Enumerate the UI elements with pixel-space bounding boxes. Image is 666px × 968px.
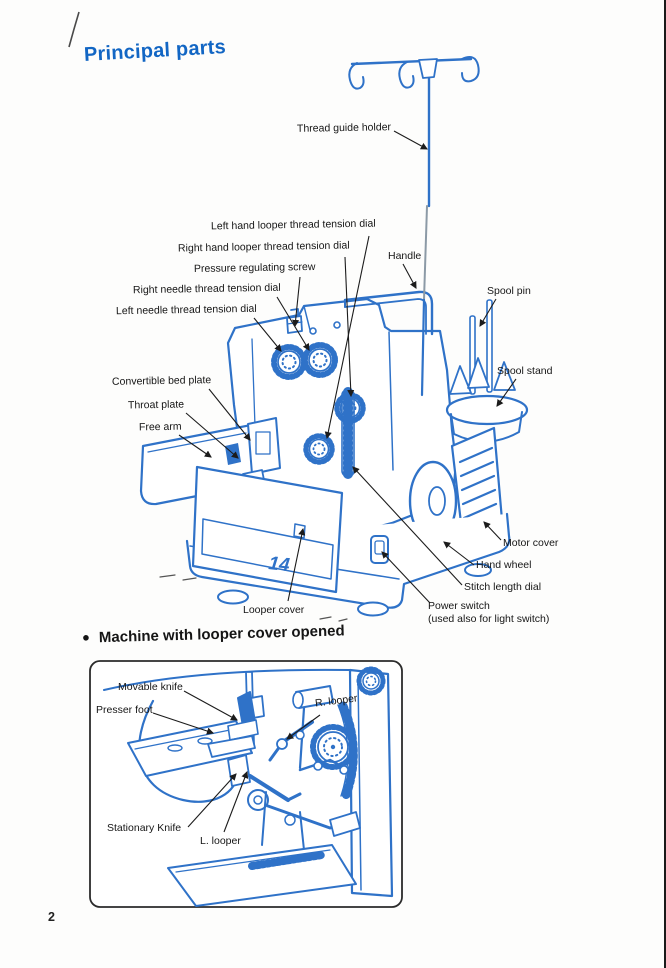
stationary-knife — [228, 755, 250, 786]
label-throat-plate: Throat plate — [127, 398, 185, 412]
label-stitch-length-dial: Stitch length dial — [464, 581, 542, 593]
stitch-length-dial — [342, 390, 354, 476]
foot — [218, 591, 248, 604]
label-convertible-bed-plate: Convertible bed plate — [111, 374, 212, 388]
model-marking: 14 — [267, 553, 291, 577]
section-heading-text: Machine with looper cover opened — [98, 622, 345, 647]
label-l-looper: L. looper — [200, 835, 241, 847]
label-spool-pin: Spool pin — [487, 285, 531, 297]
label-presser-foot: Presser foot — [96, 704, 153, 716]
label-thread-guide-holder: Thread guide holder — [296, 121, 392, 135]
label-left-needle-tension-dial: Left needle thread tension dial — [115, 302, 257, 318]
bullet-icon: ● — [81, 629, 91, 645]
label-power-switch — [428, 600, 549, 625]
label-stationary-knife: Stationary Knife — [107, 822, 182, 834]
label-hand-wheel: Hand wheel — [476, 559, 532, 571]
label-right-looper-tension-dial: Right hand looper thread tension dial — [177, 239, 350, 255]
label-free-arm: Free arm — [138, 420, 182, 434]
label-pressure-regulating-screw: Pressure regulating screw — [193, 260, 316, 276]
serger-illustration — [138, 57, 527, 621]
upper-knurled-dial — [359, 669, 383, 693]
handwritten-slash — [69, 12, 79, 47]
page-number: 2 — [48, 910, 55, 924]
leader-handle — [403, 264, 416, 288]
left-needle-tension-dial — [274, 347, 304, 377]
label-movable-knife: Movable knife — [118, 681, 183, 693]
label-looper-cover: Looper cover — [243, 604, 305, 616]
leader-thread-guide-holder — [394, 131, 427, 149]
label-power-switch-line1: Power switch — [428, 600, 490, 612]
page-title: Principal parts — [83, 36, 227, 66]
left-looper-tension-dial — [306, 436, 332, 462]
label-r-looper: R. looper — [314, 692, 359, 710]
foot — [358, 603, 388, 616]
label-motor-cover: Motor cover — [503, 537, 559, 549]
label-left-looper-tension-dial: Left hand looper thread tension dial — [210, 217, 376, 233]
right-needle-tension-dial — [305, 345, 335, 375]
label-handle: Handle — [388, 250, 422, 262]
label-power-switch-line2: (used also for light switch) — [428, 612, 550, 625]
label-spool-stand: Spool stand — [497, 365, 553, 377]
power-switch — [371, 536, 388, 563]
label-right-needle-tension-dial: Right needle thread tension dial — [132, 281, 281, 297]
